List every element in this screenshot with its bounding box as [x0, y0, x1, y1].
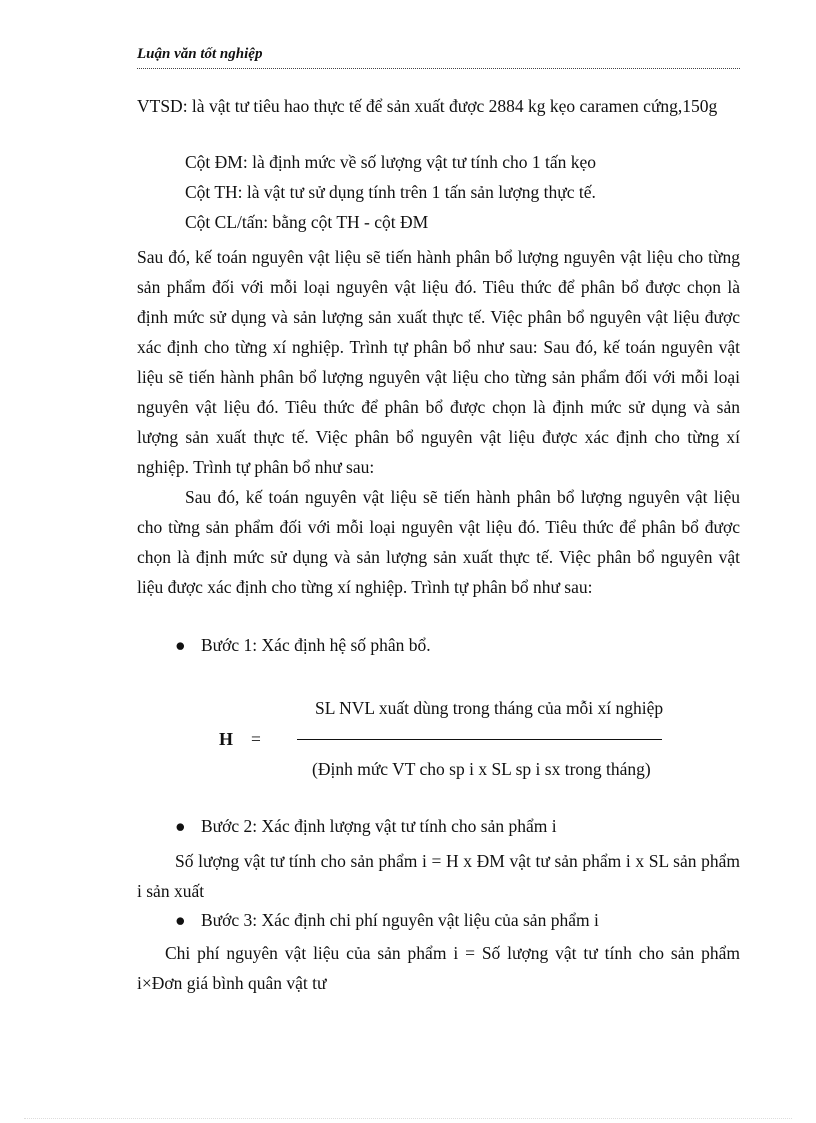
formula-numerator: SL NVL xuất dùng trong tháng của mỗi xí nghiệp — [315, 698, 664, 718]
allocation-paragraph-2: Sau đó, kế toán nguyên vật liệu sẽ tiến hành phân bổ lượng nguyên vật liệu cho từng sản phẩm đối với mỗi loại nguyên vật liệu đó. Tiêu thức để phân bổ được chọn là định mức sử dụng và sản lượng sản xuất thực tế. Việc phân bổ nguyên vật liệu được xác định cho từng xí nghiệp. Trình tự phân bổ như sau: — [137, 487, 740, 597]
allocation-paragraph-1: Sau đó, kế toán nguyên vật liệu sẽ tiến hành phân bổ lượng nguyên vật liệu cho từng sản phẩm đối với mỗi loại nguyên vật liệu đó. Tiêu thức để phân bổ được chọn là định mức sử dụng và sản lượng sản xuất thực tế. Việc phân bổ nguyên vật liệu được xác định cho từng xí nghiệp. Trình tự phân bổ như sau: Sau đó, kế toán nguyên vật liệu sẽ tiến hành phân bổ lượng nguyên vật liệu cho từng sản phẩm đối với mỗi loại nguyên vật liệu đó. Tiêu thức để phân bổ được chọn là định mức sử dụng và sản lượng sản xuất thực tế. Việc phân bổ nguyên vật liệu được xác định cho từng xí nghiệp. Trình tự phân bổ như sau: — [137, 247, 740, 477]
col-dm-line: Cột ĐM: là định mức về số lượng vật tư tính cho 1 tấn kẹo — [185, 152, 596, 172]
step-2-label: Bước 2: Xác định lượng vật tư tính cho sản phẩm i — [201, 816, 557, 836]
step-2-text: Số lượng vật tư tính cho sản phẩm i = H x ĐM vật tư sản phẩm i x SL sản phẩm i sản xuất — [137, 851, 740, 901]
step-3-label: Bước 3: Xác định chi phí nguyên vật liệu của sản phẩm i — [201, 910, 599, 930]
fraction-bar — [297, 739, 662, 740]
formula-denominator: (Định mức VT cho sp i x SL sp i sx trong tháng) — [312, 759, 651, 779]
bullet-icon: ● — [175, 816, 186, 836]
col-th-line: Cột TH: là vật tư sử dụng tính trên 1 tấn sản lượng thực tế. — [185, 182, 596, 202]
page-header-title: Luận văn tốt nghiệp — [137, 46, 740, 69]
step-1-item — [175, 635, 431, 656]
footer-rule — [24, 1118, 792, 1119]
bullet-icon: ● — [175, 910, 186, 930]
step-3-item — [175, 910, 599, 931]
col-cl-line: Cột CL/tấn: bằng cột TH - cột ĐM — [185, 212, 429, 232]
formula-lhs: H — [219, 729, 234, 749]
vtsd-paragraph: VTSD: là vật tư tiêu hao thực tế để sản xuất được 2884 kg kẹo caramen cứng,150g — [137, 96, 718, 116]
step-1-label: Bước 1: Xác định hệ số phân bổ. — [201, 635, 431, 655]
step-3-text: Chi phí nguyên vật liệu của sản phẩm i = Số lượng vật tư tính cho sản phẩm i×Đơn giá bình quân vật tư — [137, 943, 740, 993]
step-2-item — [175, 816, 557, 837]
formula-equals: = — [251, 729, 261, 749]
bullet-icon: ● — [175, 635, 186, 655]
